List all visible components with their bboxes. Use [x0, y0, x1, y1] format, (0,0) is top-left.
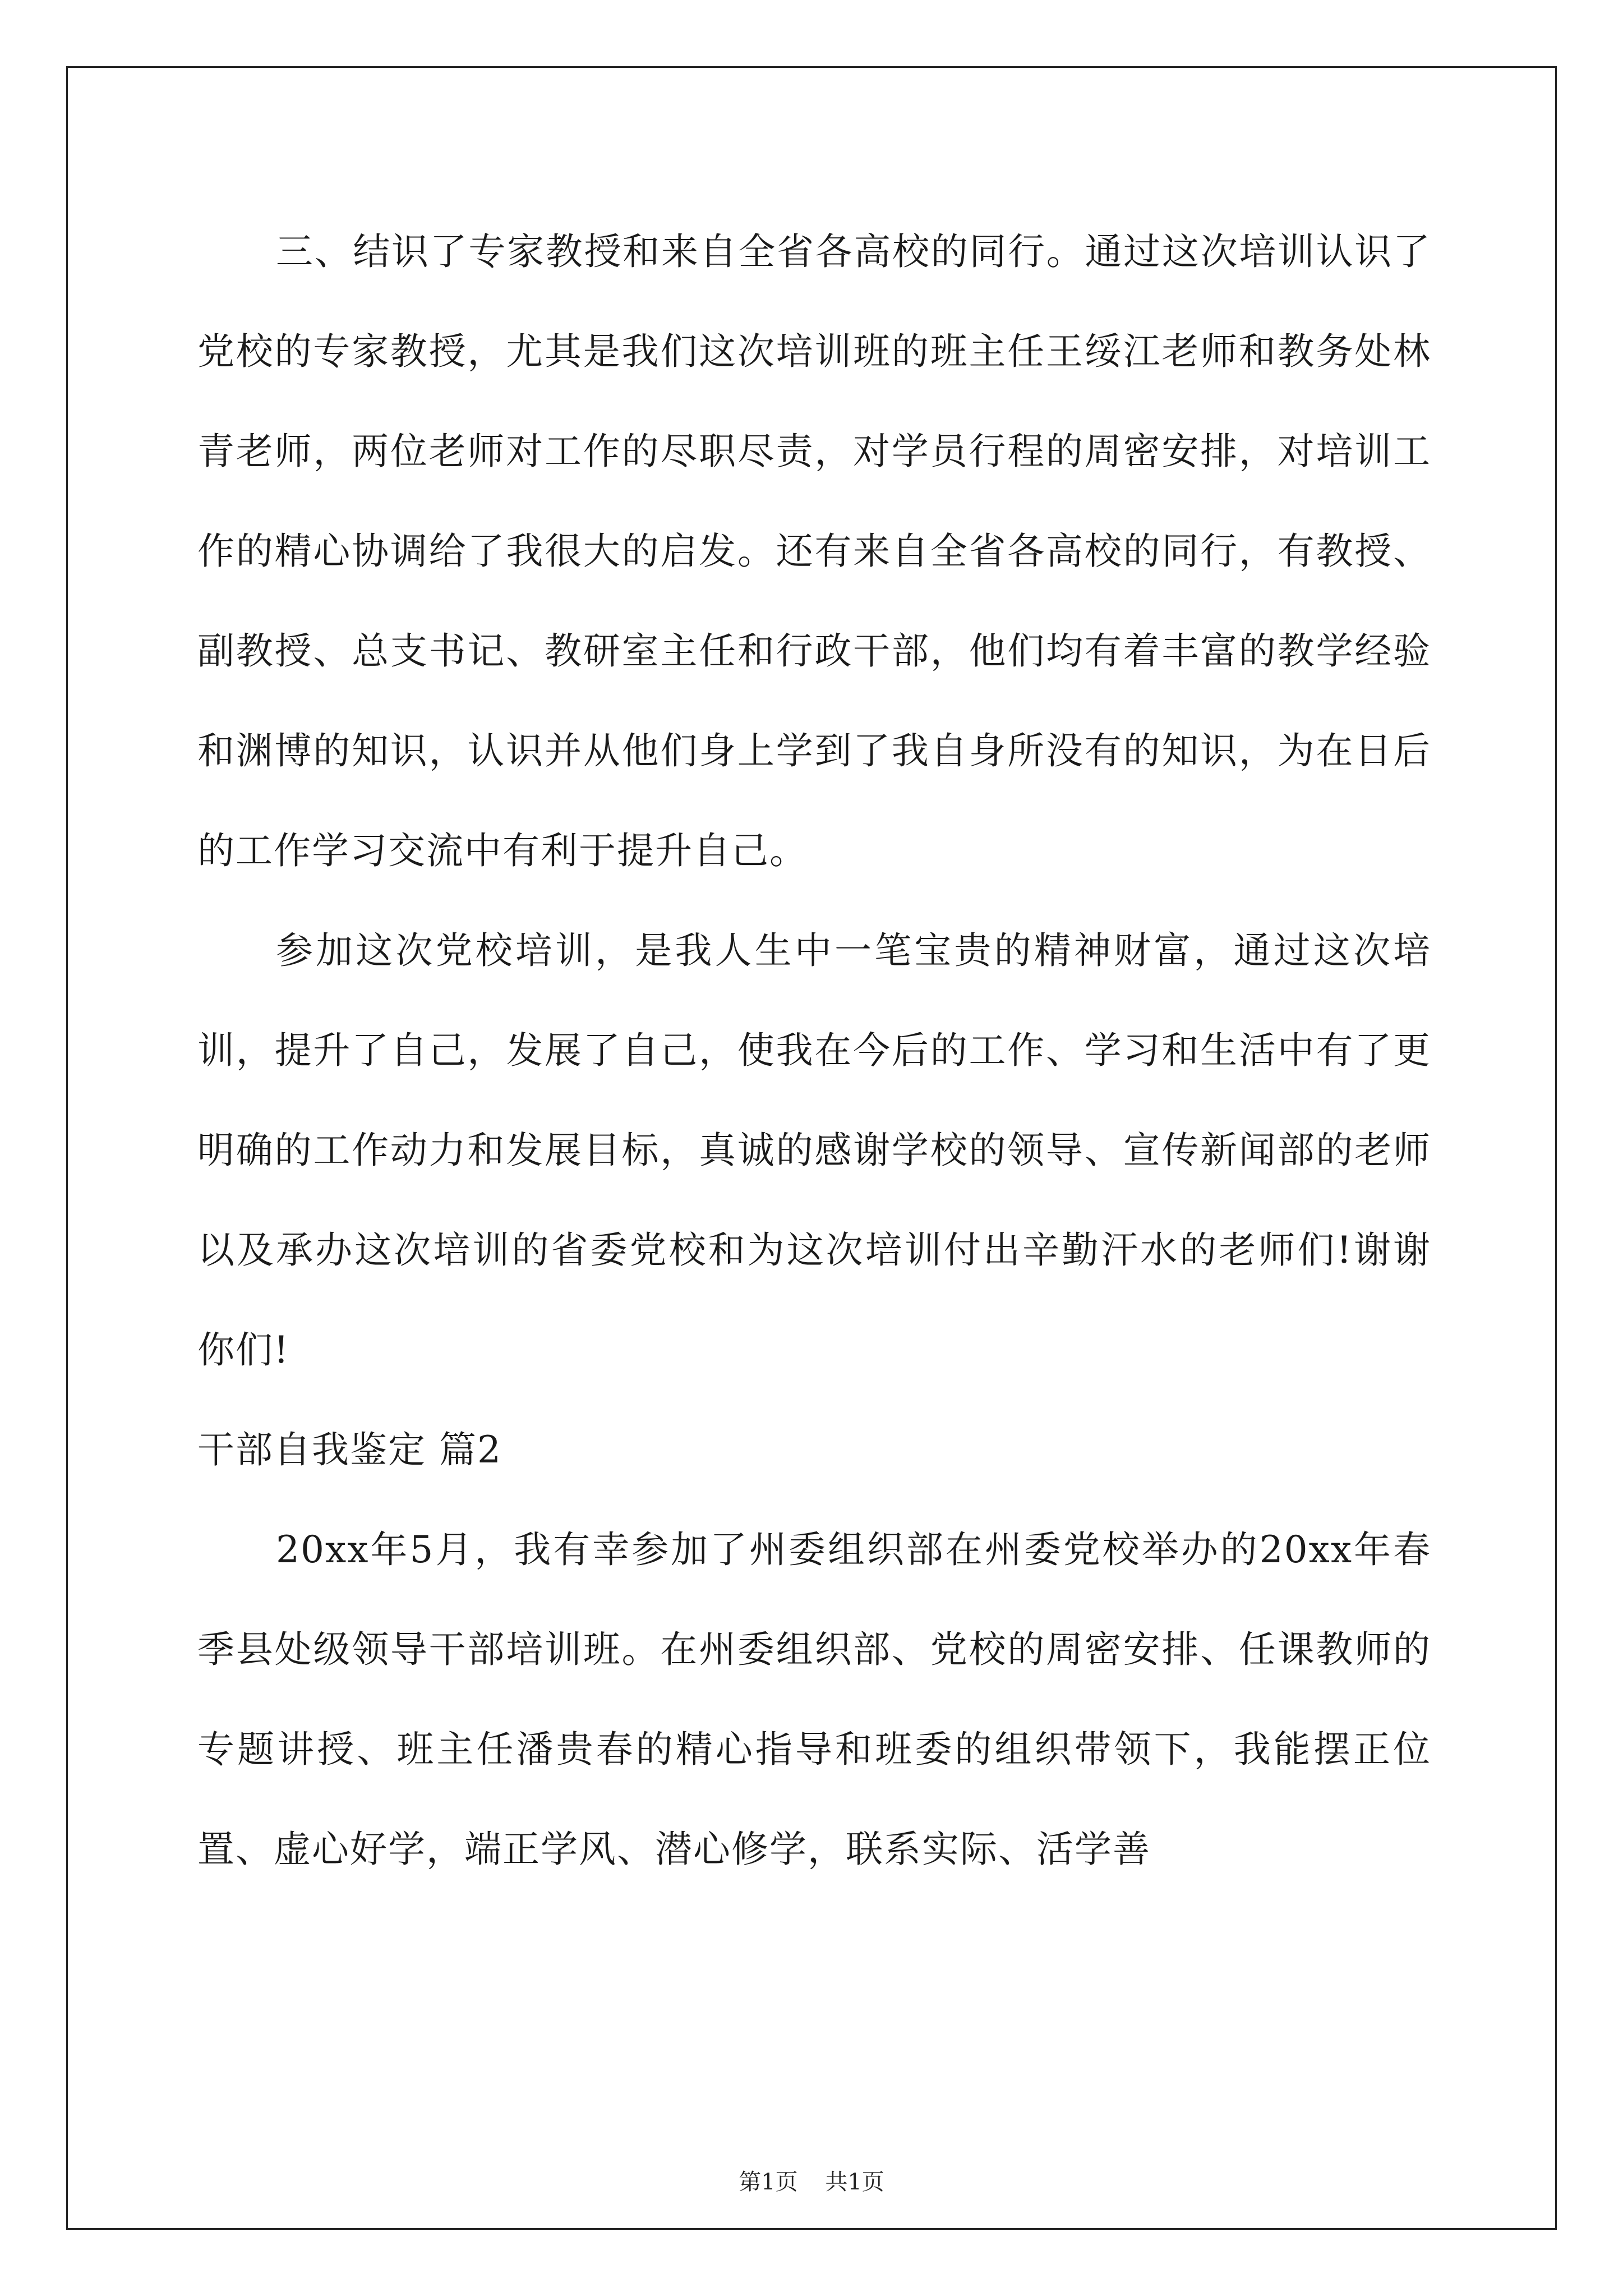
paragraph-3: 20xx年5月，我有幸参加了州委组织部在州委党校举办的20xx年春季县处级领导干部培训班。在州委组织部、党校的周密安排、任课教师的专题讲授、班主任潘贵春的精心指导和班委的组织带领下，我能摆正位置、虚心好学，端正学风、潜心修学，联系实际、活学善 — [197, 1528, 1431, 1871]
page-number-current: 第1页 — [739, 2169, 798, 2195]
paragraph-1: 三、结识了专家教授和来自全省各高校的同行。通过这次培训认识了党校的专家教授，尤其是我们这次培训班的班主任王绥江老师和教务处林青老师，两位老师对工作的尽职尽责，对学员行程的周密安排，对培训工作的精心协调给了我很大的启发。还有来自全省各高校的同行，有教授、副教授、总支书记、教研室主任和行政干部，他们均有着丰富的教学经验和渊博的知识，认识并从他们身上学到了我自身所没有的知识，为在日后的工作学习交流中有利于提升自己。 — [197, 230, 1431, 872]
document-body — [197, 202, 1431, 1899]
page-footer — [0, 2164, 1623, 2196]
page-number-total: 共1页 — [825, 2169, 884, 2195]
paragraph-2: 参加这次党校培训，是我人生中一笔宝贵的精神财富，通过这次培训，提升了自己，发展了自己，使我在今后的工作、学习和生活中有了更明确的工作动力和发展目标，真诚的感谢学校的领导、宣传新闻部的老师以及承办这次培训的省委党校和为这次培训付出辛勤汗水的老师们!谢谢你们! — [197, 929, 1431, 1372]
section-title: 干部自我鉴定 篇2 — [197, 1428, 502, 1471]
